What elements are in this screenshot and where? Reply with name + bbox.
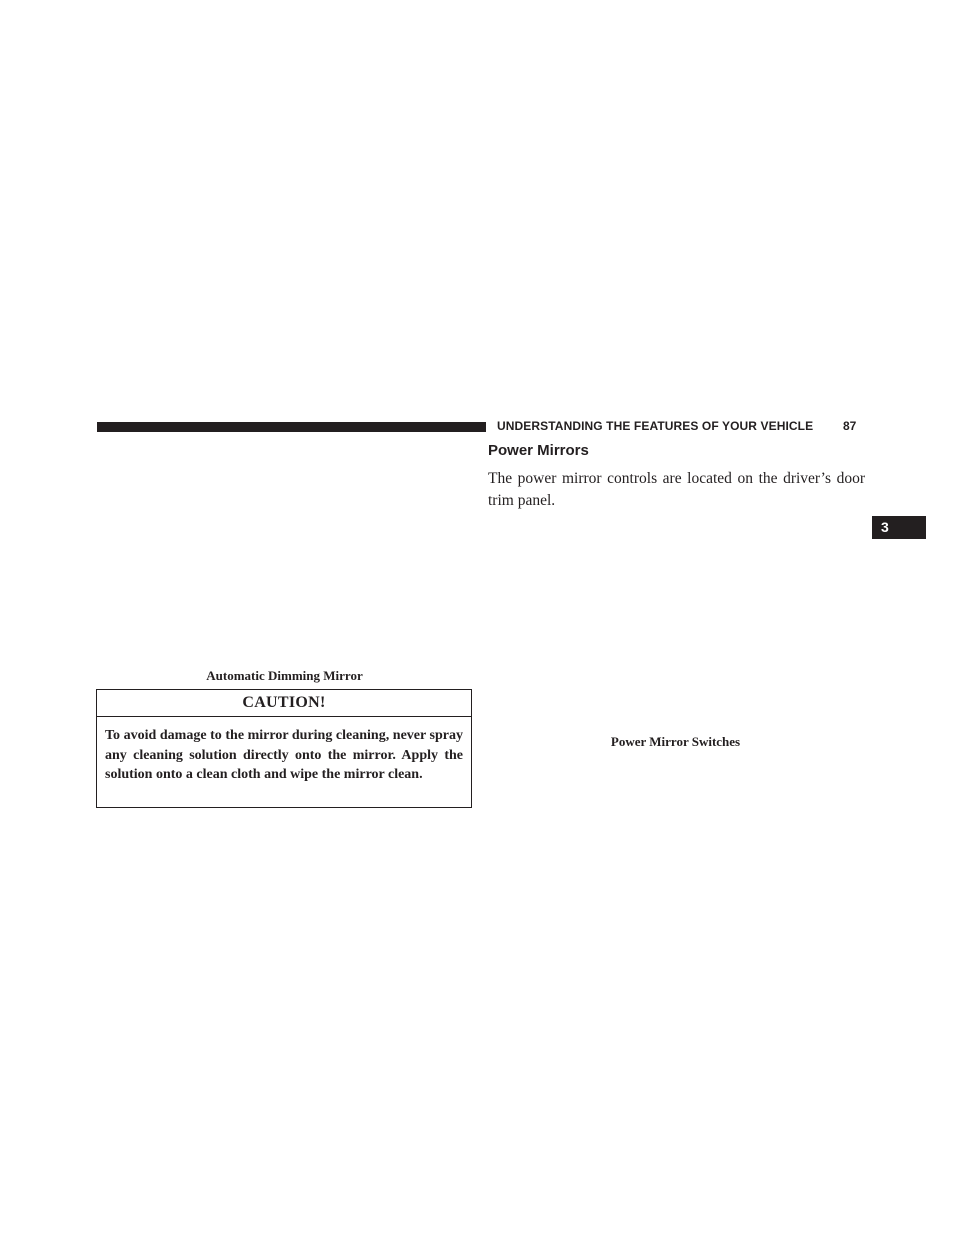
header-rule [97,422,486,432]
figure-caption-dimming-mirror: Automatic Dimming Mirror [206,668,363,683]
caution-text: To avoid damage to the mirror during cleaning, never spray any cleaning solution directly onto the mirror. Apply the solution onto a clean cloth and wipe the mirror clean. [105,728,463,782]
chapter-tab: 3 [872,516,926,539]
power-mirrors-paragraph: The power mirror controls are located on the driver’s door trim panel. [488,470,865,509]
page-number: 87 [843,419,857,433]
figure-caption-power-mirror-switches: Power Mirror Switches [610,734,741,749]
section-heading-power-mirrors: Power Mirrors [488,442,589,459]
caution-title: CAUTION! [97,690,471,717]
caution-box [96,689,472,808]
running-header-title: UNDERSTANDING THE FEATURES OF YOUR VEHICLE [497,419,814,433]
